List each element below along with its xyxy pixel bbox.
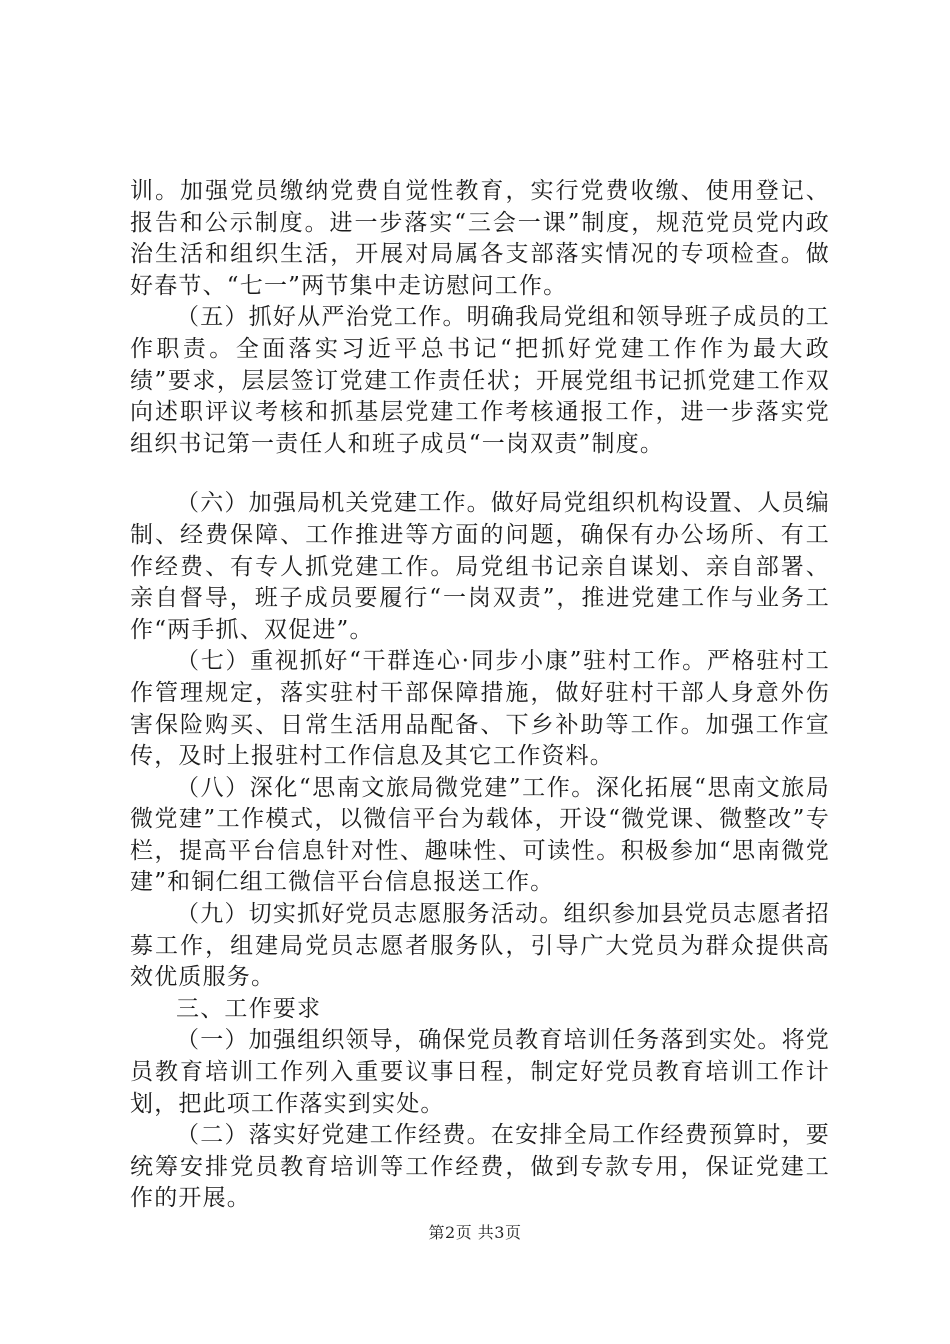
paragraph-section-8: （八）深化“思南文旅局微党建”工作。深化拓展“思南文旅局微党建”工作模式，以微信平台为载体，开设“微党课、微整改”专栏，提高平台信息针对性、趣味性、可读性。积极参加“思南微党建”和铜仁组工微信平台信息报送工作。	[130, 774, 830, 896]
paragraph-requirement-1: （一）加强组织领导，确保党员教育培训任务落到实处。将党员教育培训工作列入重要议事日程，制定好党员教育培训工作计划，把此项工作落实到实处。	[130, 1027, 830, 1117]
paragraph-requirement-2: （二）落实好党建工作经费。在安排全局工作经费预算时，要统筹安排党员教育培训等工作经费，做到专款专用，保证党建工作的开展。	[130, 1122, 830, 1212]
paragraph-continued: 训。加强党员缴纳党费自觉性教育，实行党费收缴、使用登记、报告和公示制度。进一步落实“三会一课”制度，规范党员党内政治生活和组织生活，开展对局属各支部落实情况的专项检查。做好春节、“七一”两节集中走访慰问工作。	[130, 178, 830, 299]
paragraph-gap	[130, 460, 830, 488]
document-body	[130, 176, 830, 1215]
paragraph-section-7: （七）重视抓好“干群连心·同步小康”驻村工作。严格驻村工作管理规定，落实驻村干部保障措施，做好驻村干部人身意外伤害保险购买、日常生活用品配备、下乡补助等工作。加强工作宣传，及时上报驻村工作信息及其它工作资料。	[130, 648, 830, 770]
paragraph-section-9: （九）切实抓好党员志愿服务活动。组织参加县党员志愿者招募工作，组建局党员志愿者服务队，引导广大党员为群众提供高效优质服务。	[130, 901, 830, 991]
page-number: 第2页 共3页	[428, 1223, 522, 1242]
heading-work-requirements: 三、工作要求	[176, 995, 322, 1022]
paragraph-section-6: （六）加强局机关党建工作。做好局党组织机构设置、人员编制、经费保障、工作推进等方面的问题，确保有办公场所、有工作经费、有专人抓党建工作。局党组书记亲自谋划、亲自部署、亲自督导，班子成员要履行“一岗双责”，推进党建工作与业务工作“两手抓、双促进”。	[130, 490, 830, 643]
paragraph-section-5: （五）抓好从严治党工作。明确我局党组和领导班子成员的工作职责。全面落实习近平总书记“把抓好党建工作作为最大政绩”要求，层层签订党建工作责任状；开展党组书记抓党建工作双向述职评议考核和抓基层党建工作考核通报工作，进一步落实党组织书记第一责任人和班子成员“一岗双责”制度。	[130, 304, 830, 457]
